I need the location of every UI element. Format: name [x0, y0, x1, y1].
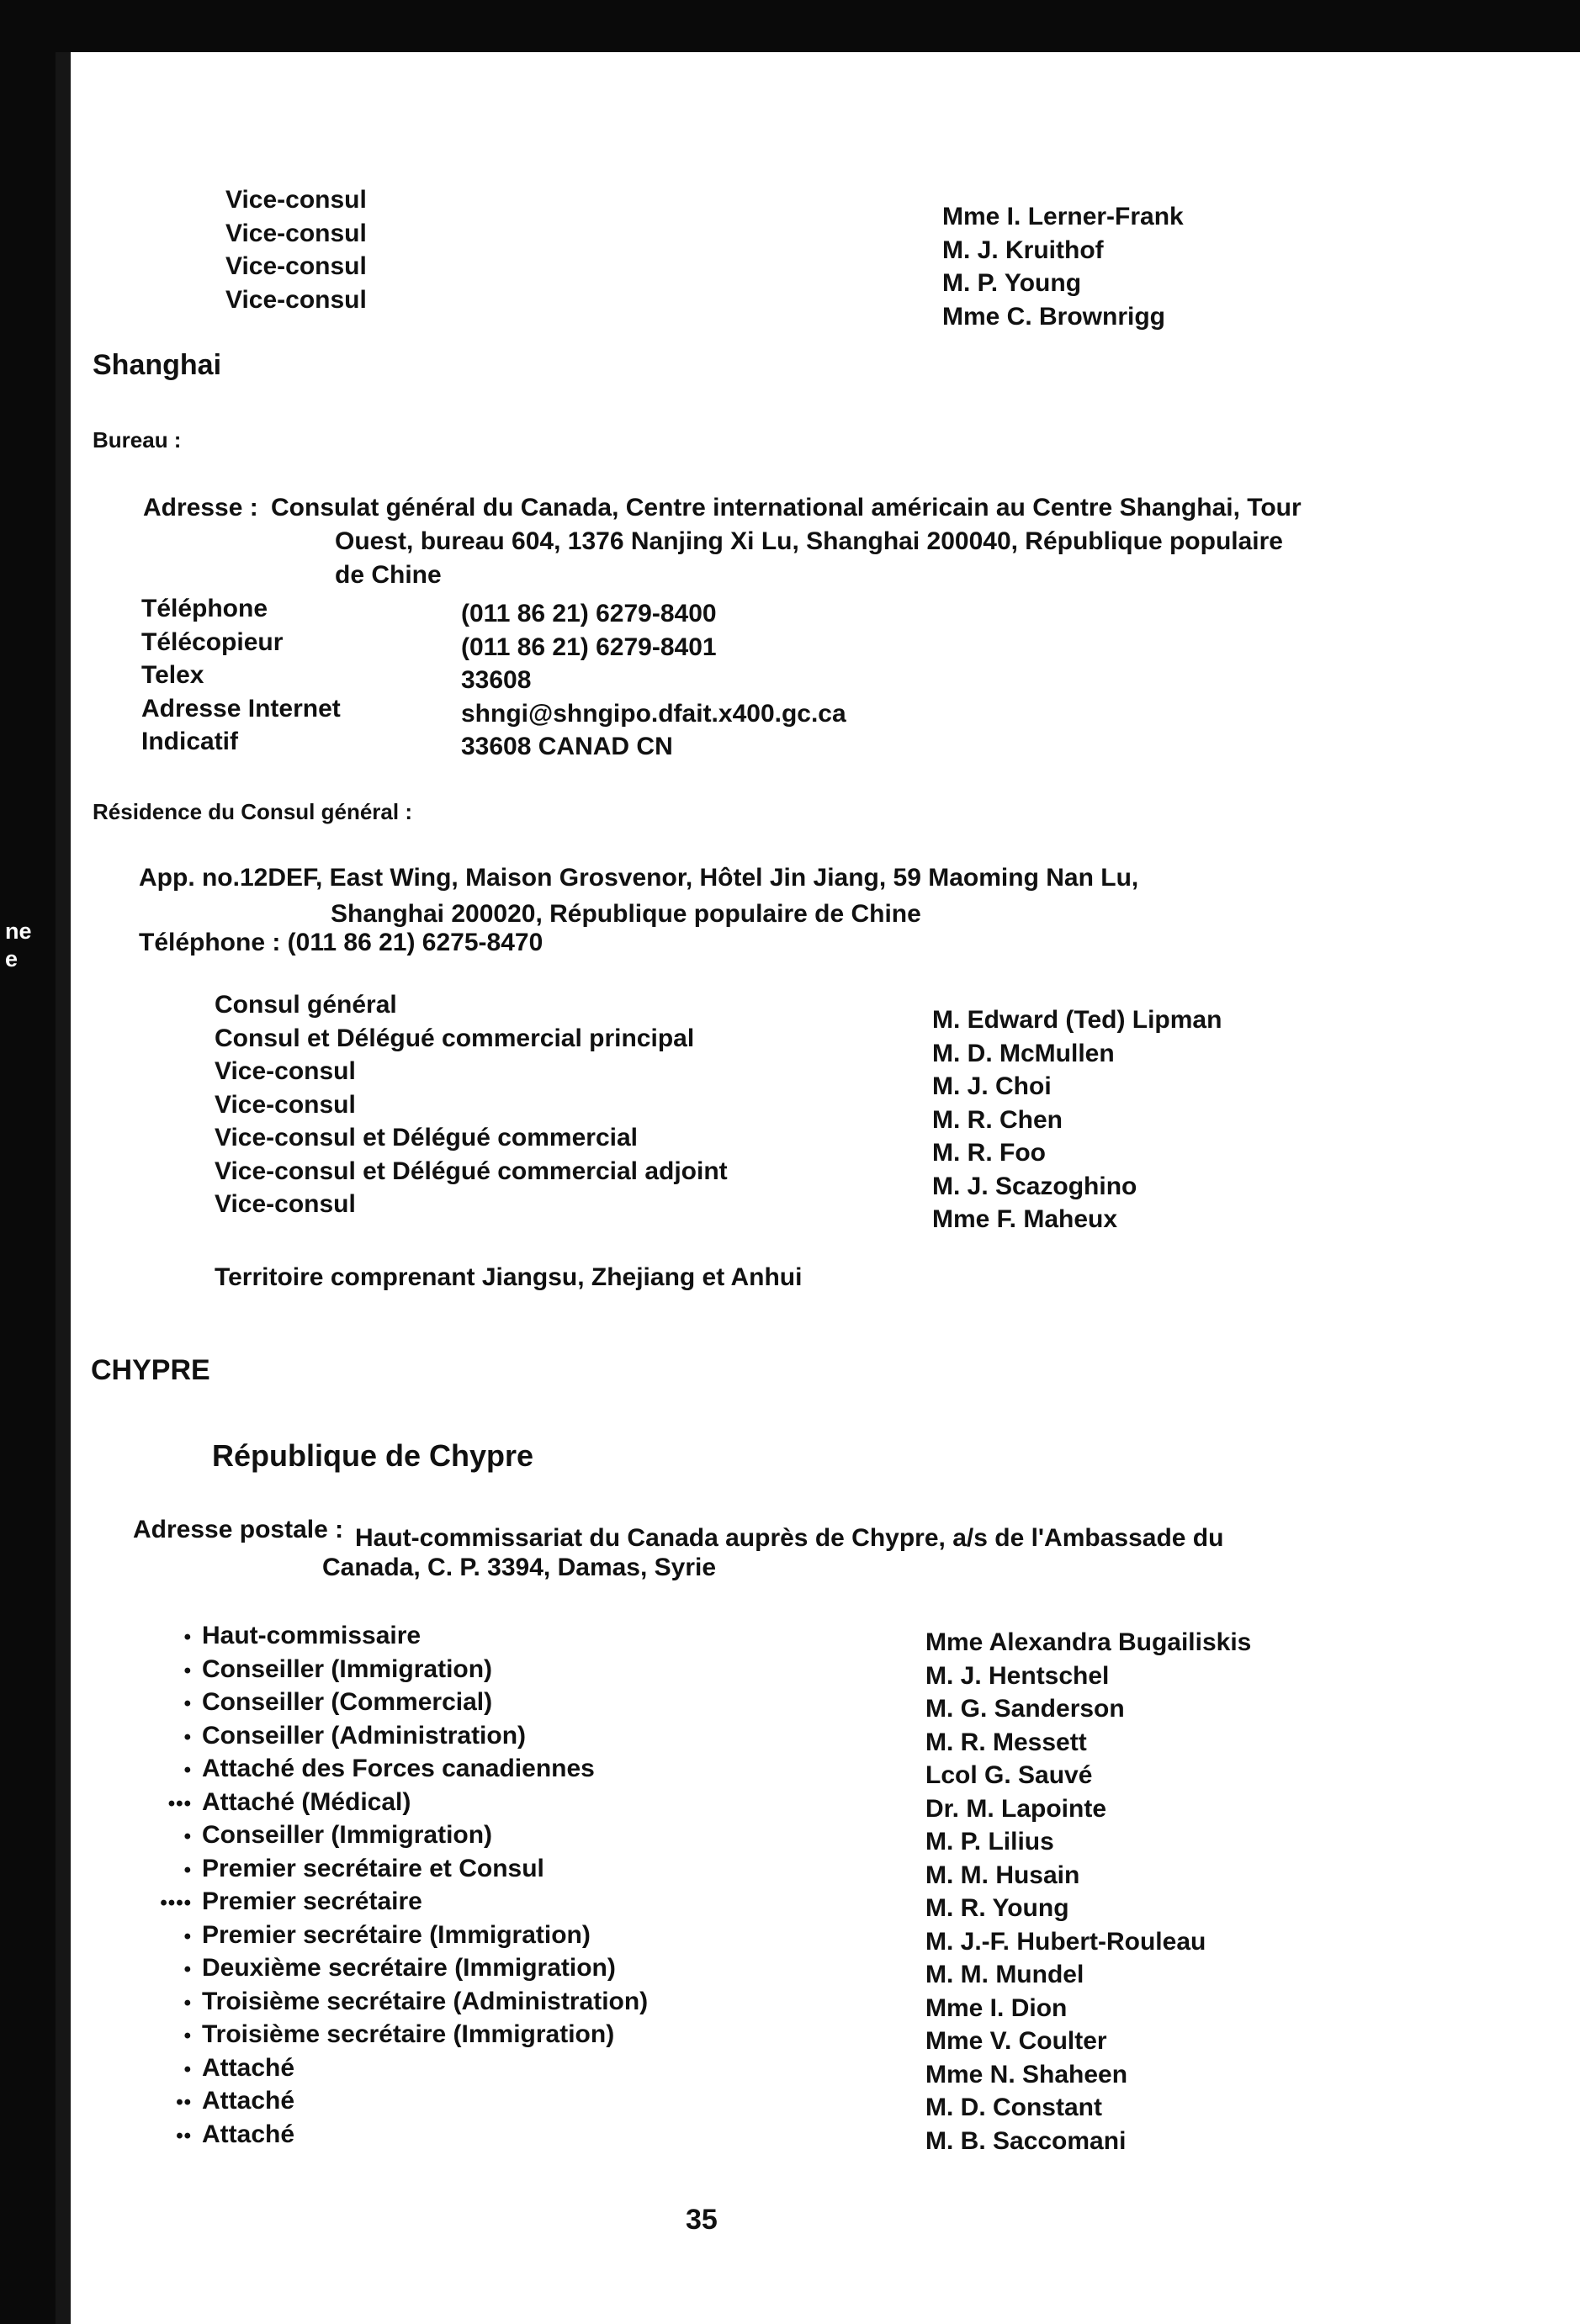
note-marker: •: [183, 1858, 192, 1882]
note-marker: •: [183, 1991, 192, 2014]
left-edge-fragment: ne: [5, 918, 32, 944]
staff-title: Conseiller (Administration): [202, 1721, 527, 1750]
staff-title: Vice-consul: [215, 1057, 356, 1085]
staff-name: M. M. Husain: [925, 1861, 1080, 1889]
staff-name: Mme N. Shaheen: [925, 2060, 1128, 2088]
staff-title: Premier secrétaire et Consul: [202, 1854, 544, 1882]
note-marker: •: [183, 1958, 192, 1981]
staff-name: Mme V. Coulter: [925, 2027, 1107, 2055]
note-marker: •: [183, 1659, 192, 1682]
note-marker: •: [183, 2025, 192, 2047]
postal-label: Adresse postale :: [133, 1516, 344, 1543]
staff-title-row: [141, 2051, 648, 2085]
staff-name: M. R. Foo: [932, 1139, 1046, 1167]
note-marker: ••••: [160, 1892, 192, 1914]
staff-title: Consul général: [215, 991, 397, 1019]
contact-value: shngi@shngipo.dfait.x400.gc.ca: [461, 699, 846, 728]
address-line: Ouest, bureau 604, 1376 Nanjing Xi Lu, Shanghai 200040, République populaire: [335, 527, 1283, 555]
staff-title: Vice-consul: [225, 219, 367, 247]
contact-value: 33608 CANAD CN: [461, 733, 673, 760]
residence-phone: Téléphone : (011 86 21) 6275-8470: [139, 929, 543, 956]
staff-name: Mme I. Lerner-Frank: [942, 203, 1184, 230]
note-marker: •: [183, 1759, 192, 1781]
staff-name: M. J. Hentschel: [925, 1661, 1110, 1690]
staff-name: M. M. Mundel: [925, 1961, 1084, 1988]
chypre-names-column: [925, 1626, 1251, 2157]
scan-left-border: [0, 52, 56, 2324]
staff-title: Vice-consul: [215, 1190, 356, 1218]
staff-name: Dr. M. Lapointe: [925, 1794, 1107, 1823]
staff-title: Conseiller (Immigration): [202, 1654, 493, 1683]
top-names-column: [942, 200, 1184, 333]
staff-name: M. J.-F. Hubert-Rouleau: [925, 1927, 1206, 1956]
staff-name: M. J. Kruithof: [942, 236, 1104, 264]
staff-title: Attaché: [202, 2053, 295, 2082]
shanghai-names-column: [932, 1003, 1222, 1236]
staff-name: M. P. Lilius: [925, 1828, 1054, 1855]
top-titles-column: [225, 183, 367, 316]
residence-line: Shanghai 200020, République populaire de Chine: [331, 900, 921, 928]
staff-title: Premier secrétaire: [202, 1887, 422, 1915]
scan-top-border: [0, 0, 1580, 52]
city-heading: Shanghai: [93, 349, 222, 381]
contact-value: 33608: [461, 666, 532, 694]
staff-title: Troisième secrétaire (Administration): [202, 1987, 649, 2015]
note-marker: •: [183, 1924, 192, 1948]
page-number: 35: [686, 2204, 718, 2236]
left-edge-fragment: e: [5, 946, 19, 971]
staff-name: M. R. Young: [925, 1894, 1069, 1922]
contact-label: Télécopieur: [141, 627, 284, 656]
staff-title-row: [141, 1619, 648, 1653]
contact-labels: [141, 592, 341, 759]
staff-title: Vice-consul: [225, 252, 367, 280]
staff-title: Attaché (Médical): [202, 1787, 411, 1816]
address-line: Consulat général du Canada, Centre international américain au Centre Shanghai, Tour: [271, 494, 1302, 521]
staff-name: Lcol G. Sauvé: [925, 1761, 1093, 1789]
staff-title: Consul et Délégué commercial principal: [215, 1024, 695, 1052]
staff-title-row: [141, 2118, 648, 2152]
staff-title: Attaché des Forces canadiennes: [202, 1755, 595, 1782]
note-marker: •: [183, 2057, 192, 2081]
staff-name: Mme F. Maheux: [932, 1205, 1118, 1233]
staff-title: Deuxième secrétaire (Immigration): [202, 1954, 616, 1982]
staff-name: M. G. Sanderson: [925, 1695, 1125, 1723]
contact-value: (011 86 21) 6279-8400: [461, 600, 717, 627]
staff-title: Conseiller (Immigration): [202, 1821, 493, 1849]
note-marker: •: [183, 1626, 192, 1649]
staff-title-row: [141, 1686, 648, 1719]
office-heading: Bureau :: [93, 427, 182, 453]
staff-title: Attaché: [202, 2120, 295, 2148]
contact-label: Adresse Internet: [141, 694, 341, 723]
country-heading: CHYPRE: [91, 1354, 210, 1386]
staff-title: Premier secrétaire (Immigration): [202, 1920, 591, 1949]
chypre-titles-column: [141, 1619, 648, 2151]
staff-name: M. P. Young: [942, 269, 1082, 297]
staff-name: M. D. Constant: [925, 2094, 1102, 2121]
staff-title-row: [141, 2018, 648, 2051]
address-line: de Chine: [335, 561, 442, 589]
contact-label: Telex: [141, 661, 204, 689]
note-marker: •: [183, 1692, 192, 1715]
contact-label: Indicatif: [141, 728, 239, 755]
note-marker: •••: [167, 1792, 192, 1815]
staff-title-row: [141, 1786, 648, 1819]
staff-title: Troisième secrétaire (Immigration): [202, 2020, 615, 2048]
contact-values: [461, 597, 846, 764]
residence-heading: Résidence du Consul général :: [93, 799, 412, 824]
staff-title: Vice-consul: [225, 285, 367, 314]
staff-title-row: [141, 1919, 648, 1952]
staff-name: Mme Alexandra Bugailiskis: [925, 1628, 1252, 1656]
staff-title-row: [141, 1951, 648, 1985]
territory-note: Territoire comprenant Jiangsu, Zhejiang et Anhui: [215, 1263, 803, 1291]
note-marker: •: [183, 1825, 192, 1848]
staff-title-row: [141, 1719, 648, 1753]
staff-title-row: [141, 1852, 648, 1886]
note-marker: •: [183, 1725, 192, 1749]
staff-title: Vice-consul: [215, 1090, 356, 1119]
staff-title-row: [141, 1985, 648, 2019]
staff-title: Haut-commissaire: [202, 1622, 422, 1649]
residence-line: App. no.12DEF, East Wing, Maison Grosvenor, Hôtel Jin Jiang, 59 Maoming Nan Lu,: [139, 864, 1139, 892]
staff-title-row: [141, 2084, 648, 2118]
staff-name: M. J. Scazoghino: [932, 1172, 1137, 1200]
staff-name: M. B. Saccomani: [925, 2126, 1127, 2155]
staff-name: M. R. Messett: [925, 1728, 1087, 1756]
staff-title: Vice-consul: [225, 186, 367, 214]
staff-name: Mme C. Brownrigg: [942, 302, 1166, 331]
address-label: Adresse :: [143, 494, 258, 521]
staff-name: M. Edward (Ted) Lipman: [932, 1006, 1222, 1034]
binding-shadow: [56, 52, 71, 2324]
note-marker: ••: [176, 2091, 192, 2114]
staff-title-row: [141, 1885, 648, 1919]
staff-title-row: [141, 1653, 648, 1686]
note-marker: ••: [176, 2124, 192, 2147]
staff-title: Vice-consul et Délégué commercial: [215, 1124, 638, 1151]
staff-name: M. R. Chen: [932, 1105, 1063, 1134]
staff-title: Vice-consul et Délégué commercial adjoint: [215, 1157, 728, 1185]
postal-line: Canada, C. P. 3394, Damas, Syrie: [322, 1554, 717, 1581]
postal-line: Haut-commissariat du Canada auprès de Chypre, a/s de l'Ambassade du: [355, 1524, 1224, 1552]
staff-name: Mme I. Dion: [925, 1993, 1068, 2022]
republic-heading: République de Chypre: [212, 1438, 534, 1473]
staff-title: Conseiller (Commercial): [202, 1688, 493, 1716]
shanghai-titles-column: [215, 988, 728, 1221]
staff-title-row: [141, 1818, 648, 1852]
staff-title: Attaché: [202, 2087, 295, 2115]
staff-title-row: [141, 1752, 648, 1786]
contact-label: Téléphone: [141, 595, 268, 622]
contact-value: (011 86 21) 6279-8401: [461, 633, 717, 661]
staff-name: M. J. Choi: [932, 1072, 1052, 1100]
staff-name: M. D. McMullen: [932, 1039, 1115, 1067]
